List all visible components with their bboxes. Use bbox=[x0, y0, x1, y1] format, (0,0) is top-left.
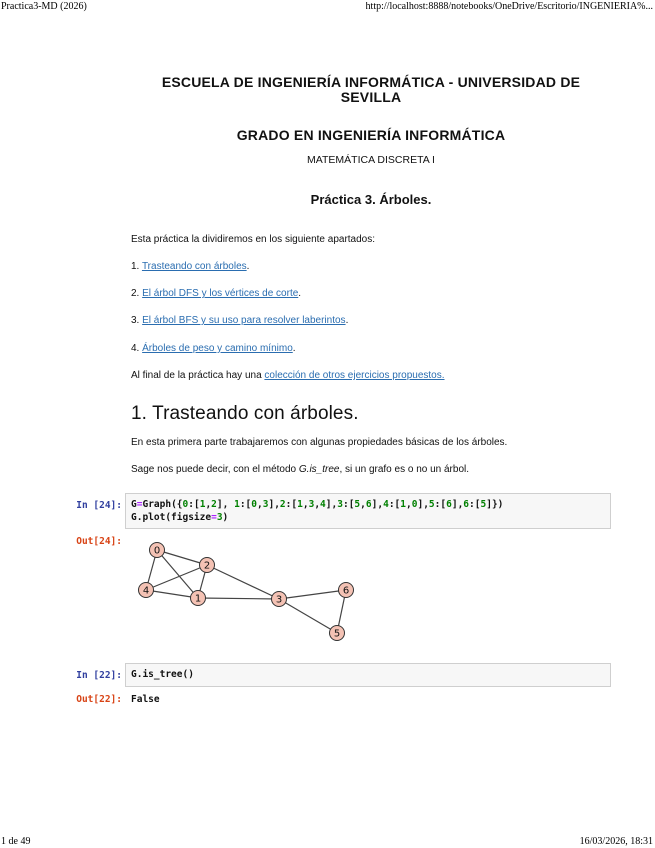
code-token: :[ bbox=[239, 499, 252, 510]
browser-header-title: Practica3-MD (2026) bbox=[1, 1, 87, 12]
code-token: 0 bbox=[251, 499, 257, 510]
toc-item-number: 4. bbox=[131, 343, 143, 354]
code-token: 1 bbox=[400, 499, 406, 510]
page-counter: 1 de 49 bbox=[1, 836, 31, 847]
toc-item-end: . bbox=[345, 315, 349, 326]
code-token: :[ bbox=[188, 499, 200, 510]
section-paragraph-2 bbox=[131, 464, 469, 475]
code-token: :[ bbox=[388, 499, 401, 510]
toc-item-3 bbox=[131, 315, 348, 326]
code-cell-22[interactable] bbox=[125, 663, 611, 687]
code-token: ], bbox=[371, 499, 384, 510]
toc-item-number: 2. bbox=[131, 288, 143, 299]
code-token: G.plot(figsize bbox=[131, 512, 212, 523]
code-token: 1 bbox=[234, 499, 240, 510]
graph-vertex-label: 3 bbox=[275, 594, 283, 606]
output-result: False bbox=[131, 694, 160, 705]
input-prompt: In [24]: bbox=[76, 500, 122, 511]
section-heading: 1. Trasteando con árboles. bbox=[131, 403, 359, 424]
code-token: , bbox=[302, 499, 309, 510]
code-token: , bbox=[360, 499, 366, 510]
code-token: = bbox=[211, 512, 217, 523]
code-token: = bbox=[136, 499, 143, 510]
intro-text: Esta práctica la dividiremos en los siguiente apartados: bbox=[131, 234, 376, 245]
code-token: 6 bbox=[365, 499, 372, 510]
subject-title: MATEMÁTICA DISCRETA I bbox=[307, 154, 435, 166]
code-token: 0 bbox=[411, 499, 418, 510]
code-token: 4 bbox=[320, 499, 326, 510]
code-token: ], bbox=[325, 499, 338, 510]
toc-item-number: 1. bbox=[131, 261, 142, 272]
toc-link-peso[interactable]: Árboles de peso y camino mínimo bbox=[142, 343, 293, 354]
toc-item-number: 3. bbox=[131, 315, 143, 326]
code-token: ], bbox=[268, 499, 280, 510]
code-cell-24[interactable] bbox=[125, 493, 611, 529]
code-token: 5 bbox=[428, 499, 435, 510]
code-token: 0 bbox=[182, 499, 189, 510]
code-token: 1 bbox=[297, 499, 303, 510]
practice-title: Práctica 3. Árboles. bbox=[310, 192, 432, 207]
code-token: 2 bbox=[211, 499, 217, 510]
method-name: G.is_tree bbox=[298, 464, 340, 475]
code-token: ], bbox=[216, 499, 235, 510]
code-token: 3 bbox=[216, 512, 223, 523]
toc-link-dfs[interactable]: El árbol DFS y los vértices de corte bbox=[142, 288, 299, 299]
code-token: :[ bbox=[434, 499, 447, 510]
graph-edge-3-6 bbox=[279, 590, 346, 599]
code-token: , bbox=[406, 499, 412, 510]
graph-vertex-label: 1 bbox=[194, 593, 202, 605]
graph-edge-1-3 bbox=[198, 598, 279, 599]
code-token: 5 bbox=[354, 499, 361, 510]
code-token: 6 bbox=[446, 499, 452, 510]
code-token: 3 bbox=[337, 499, 343, 510]
code-token: ], bbox=[417, 499, 429, 510]
graph-vertex-label: 2 bbox=[203, 560, 211, 572]
code-token: , bbox=[314, 499, 321, 510]
toc-item-4 bbox=[131, 343, 296, 354]
graph-vertex-label: 5 bbox=[333, 628, 341, 640]
code-token: 3 bbox=[262, 499, 269, 510]
code-token: 3 bbox=[308, 499, 315, 510]
code-token: ) bbox=[222, 512, 229, 523]
browser-header-url: http://localhost:8888/notebooks/OneDrive/Escritorio/INGENIERIA%... bbox=[365, 1, 653, 12]
graph-edge-2-4 bbox=[146, 565, 207, 590]
code-token: ]}) bbox=[486, 499, 504, 510]
university-title: ESCUELA DE INGENIERÍA INFORMÁTICA - UNIVERSIDAD DE SEVILLA bbox=[161, 74, 581, 105]
code-token: :[ bbox=[342, 499, 355, 510]
toc-item-end: . bbox=[246, 261, 250, 272]
input-prompt: In [22]: bbox=[76, 670, 122, 681]
code-token: , bbox=[257, 499, 263, 510]
code-token: ], bbox=[451, 499, 464, 510]
code-token: 5 bbox=[480, 499, 487, 510]
graph-edge-0-1 bbox=[157, 550, 198, 598]
toc-item-end: . bbox=[292, 343, 296, 354]
output-prompt: Out[22]: bbox=[76, 694, 122, 705]
degree-title: GRADO EN INGENIERÍA INFORMÁTICA bbox=[236, 127, 506, 143]
graph-vertex-label: 4 bbox=[142, 585, 150, 597]
toc-item-1 bbox=[131, 261, 249, 272]
p2-text-a: Sage nos puede decir, con el método bbox=[131, 464, 299, 475]
final-paragraph bbox=[131, 370, 445, 381]
graph-vertex-label: 0 bbox=[153, 545, 161, 557]
graph-plot bbox=[130, 535, 370, 650]
code-token: Graph({ bbox=[142, 499, 183, 510]
code-token: 6 bbox=[463, 499, 470, 510]
code-token: :[ bbox=[285, 499, 298, 510]
code-token: G.is_tree() bbox=[131, 669, 194, 680]
code-token: G bbox=[131, 499, 137, 510]
p2-text-b: , si un grafo es o no un árbol. bbox=[339, 464, 470, 475]
toc-item-2 bbox=[131, 288, 301, 299]
section-paragraph-1: En esta primera parte trabajaremos con algunas propiedades básicas de los árboles. bbox=[131, 437, 508, 448]
exercises-link[interactable]: colección de otros ejercicios propuestos. bbox=[264, 370, 445, 381]
toc-item-end: . bbox=[298, 288, 302, 299]
output-prompt: Out[24]: bbox=[76, 536, 122, 547]
graph-edge-2-3 bbox=[207, 565, 279, 599]
code-token: 4 bbox=[383, 499, 389, 510]
print-timestamp: 16/03/2026, 18:31 bbox=[579, 836, 653, 847]
code-token: :[ bbox=[469, 499, 481, 510]
graph-vertex-label: 6 bbox=[342, 585, 350, 597]
code-token: 1 bbox=[199, 499, 206, 510]
graph-edge-3-5 bbox=[279, 599, 337, 633]
toc-link-trasteando[interactable]: Trasteando con árboles bbox=[141, 261, 247, 272]
toc-link-bfs[interactable]: El árbol BFS y su uso para resolver laberintos bbox=[142, 315, 346, 326]
code-token: , bbox=[205, 499, 212, 510]
code-token: 2 bbox=[279, 499, 286, 510]
final-text: Al final de la práctica hay una bbox=[131, 370, 265, 381]
